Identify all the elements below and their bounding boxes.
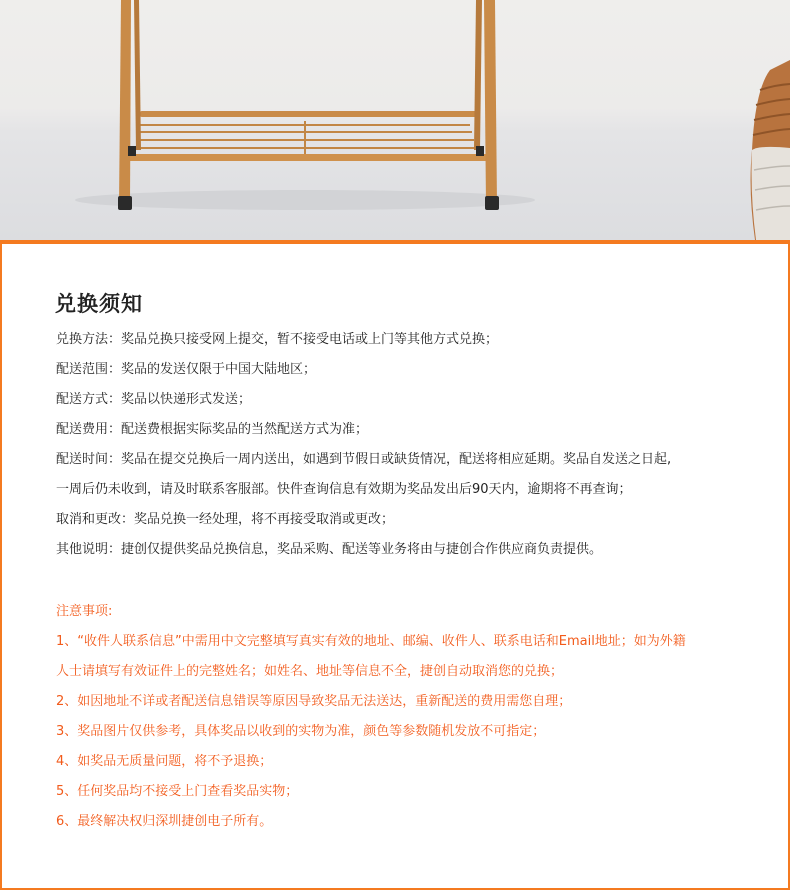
rule-item: 兑换方法：奖品兑换只接受网上提交，暂不接受电话或上门等其他方式兑换； xyxy=(56,332,499,347)
rule-item: 配送费用：配送费根据实际奖品的当然配送方式为准； xyxy=(56,422,369,437)
rack-foot-left xyxy=(118,196,132,210)
rack-foot-back-right xyxy=(476,146,484,156)
redemption-notice-panel xyxy=(0,240,790,890)
page-title: 兑换须知 xyxy=(55,292,143,316)
rack-shelf xyxy=(134,121,476,156)
rack-foot-back-left xyxy=(128,146,136,156)
rule-item: 配送方式：奖品以快递形式发送； xyxy=(56,392,252,407)
floor-shadow xyxy=(75,190,535,210)
notice-list xyxy=(56,632,686,842)
notice-item: 6、最终解决权归深圳捷创电子所有。 xyxy=(56,814,273,829)
notice-item: 2、如因地址不详或者配送信息错误等原因导致奖品无法送达，重新配送的费用需您自理； xyxy=(56,694,572,709)
rule-item: 配送时间：奖品在提交兑换后一周内送出，如遇到节假日或缺货情况，配送将相应延期。奖品自发送之日起, xyxy=(56,452,672,467)
notice-item: 3、奖品图片仅供参考，具体奖品以收到的实物为准，颜色等参数随机发放不可指定； xyxy=(56,724,546,739)
rack-top-bar xyxy=(140,111,480,117)
rule-item: 配送范围：奖品的发送仅限于中国大陆地区； xyxy=(56,362,317,377)
rule-item: 取消和更改：奖品兑换一经处理，将不再接受取消或更改； xyxy=(56,512,395,527)
wicker-basket xyxy=(751,60,790,240)
rack-bottom-bar xyxy=(128,154,488,161)
notice-item: 1、“收件人联系信息”中需用中文完整填写真实有效的地址、邮编、收件人、联系电话和Email地址；如为外籍 xyxy=(56,634,686,649)
redemption-rules-list xyxy=(56,330,671,570)
rule-item: 其他说明：捷创仅提供奖品兑换信息，奖品采购、配送等业务将由与捷创合作供应商负责提供。 xyxy=(56,542,603,557)
product-photo xyxy=(0,0,790,240)
notice-item: 5、任何奖品均不接受上门查看奖品实物； xyxy=(56,784,299,799)
clothes-rack-photo xyxy=(0,0,790,240)
rack-foot-right xyxy=(485,196,499,210)
rack-legs xyxy=(119,0,497,205)
notice-item: 人士请填写有效证件上的完整姓名；如姓名、地址等信息不全，捷创自动取消您的兑换； xyxy=(56,664,564,679)
notice-heading: 注意事项: xyxy=(56,604,113,619)
notice-item: 4、如奖品无质量问题，将不予退换； xyxy=(56,754,273,769)
rule-item: 一周后仍未收到，请及时联系客服部。快件查询信息有效期为奖品发出后90天内，逾期将不再查询； xyxy=(56,482,632,497)
